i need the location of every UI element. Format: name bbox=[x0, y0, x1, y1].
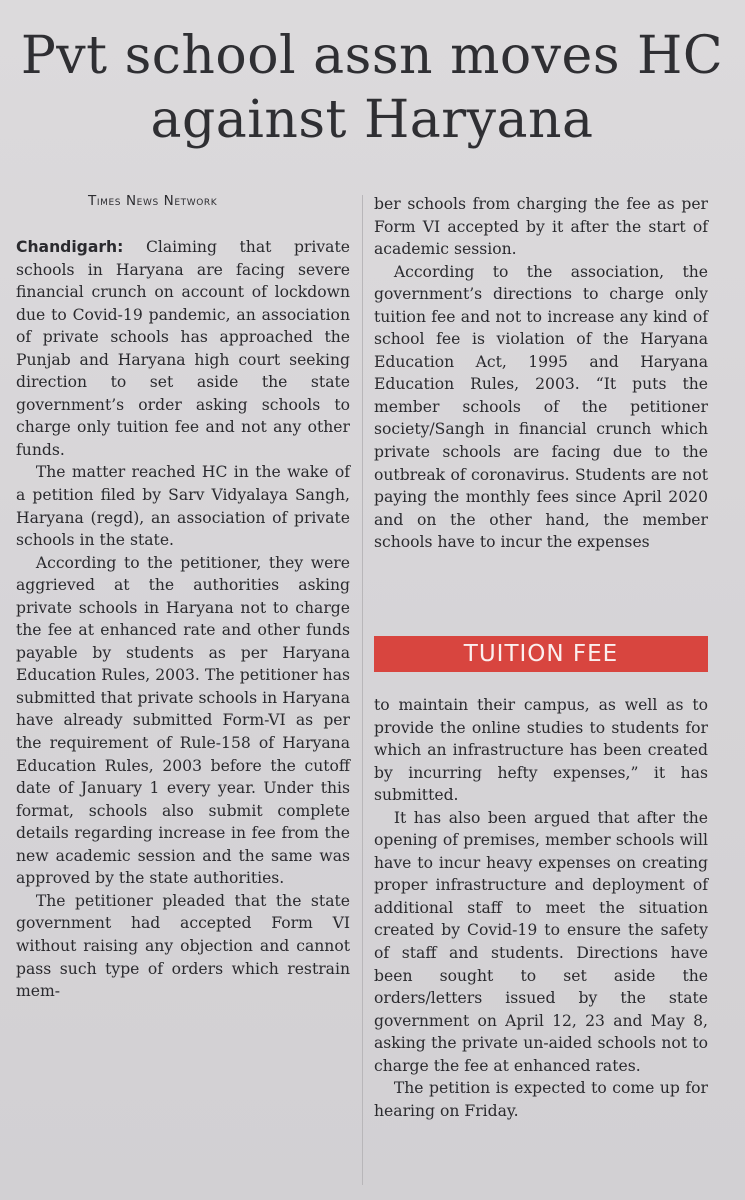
paragraph-7: to maintain their campus, as well as to provide the online studies to students for which an infrastructure has been created by incurring hefty expenses,” it has submitted. bbox=[374, 696, 708, 805]
right-column-top bbox=[374, 193, 708, 554]
paragraph-1-text: Claiming that private schools in Haryana are facing severe financial crunch on account of lockdown due to Covid-19 pandemic, an association of private schools has approached the Punjab and Haryana high court seeking direction to set aside the state government’s order asking schools to charge only tuition fee and not any other funds. bbox=[16, 238, 350, 459]
byline: Times News Network bbox=[88, 193, 218, 209]
paragraph-8: It has also been argued that after the opening of premises, member schools will have to incur heavy expenses on creating proper infrastructure and deployment of additional staff to meet the situation created by Covid-19 to ensure the safety of staff and students. Directions have been sought to set aside the orders/letters issued by the state government on April 12, 23 and May 8, asking the private un-aided schools not to charge the fee at enhanced rates. bbox=[374, 808, 708, 1075]
paragraph-3: According to the petitioner, they were aggrieved at the authorities asking private schools in Haryana not to charge the fee at enhanced rate and other funds payable by students as per Haryana Education Rules, 2003. The petitioner has submitted that private schools in Haryana have already submitted Form-VI as per the requirement of Rule-158 of Haryana Education Rules, 2003 before the cutoff date of January 1 every year. Under this format, schools also submit complete details regarding increase in fee from the new academic session and the same was approved by the state authorities. bbox=[16, 553, 350, 888]
paragraph-4: The petitioner pleaded that the state government had accepted Form VI without raising any objection and cannot pass such type of orders which restrain mem- bbox=[16, 891, 350, 1001]
left-column bbox=[16, 236, 350, 1003]
paragraph-6: According to the association, the government’s directions to charge only tuition fee and not to increase any kind of school fee is violation of the Haryana Education Act, 1995 and Haryana Education Rules, 2003. “It puts the member schools of the petitioner society/Sangh in financial crunch which private schools are facing due to the outbreak of coronavirus. Students are not paying the monthly fees since April 2020 and on the other hand, the member schools have to incur the expenses bbox=[374, 262, 708, 552]
right-column-bottom bbox=[374, 694, 708, 1122]
paragraph-1 bbox=[16, 236, 350, 461]
column-divider bbox=[362, 195, 363, 1185]
dateline: Chandigarh: bbox=[16, 238, 124, 256]
section-tag: TUITION FEE bbox=[374, 636, 708, 672]
paragraph-2: The matter reached HC in the wake of a petition filed by Sarv Vidyalaya Sangh, Haryana (regd), an association of private schools in the state. bbox=[16, 463, 350, 550]
paragraph-9: The petition is expected to come up for hearing on Friday. bbox=[374, 1079, 708, 1120]
paragraph-5: ber schools from charging the fee as per Form VI accepted by it after the start of academic session. bbox=[374, 195, 708, 259]
headline: Pvt school assn moves HC against Haryana bbox=[20, 26, 724, 150]
